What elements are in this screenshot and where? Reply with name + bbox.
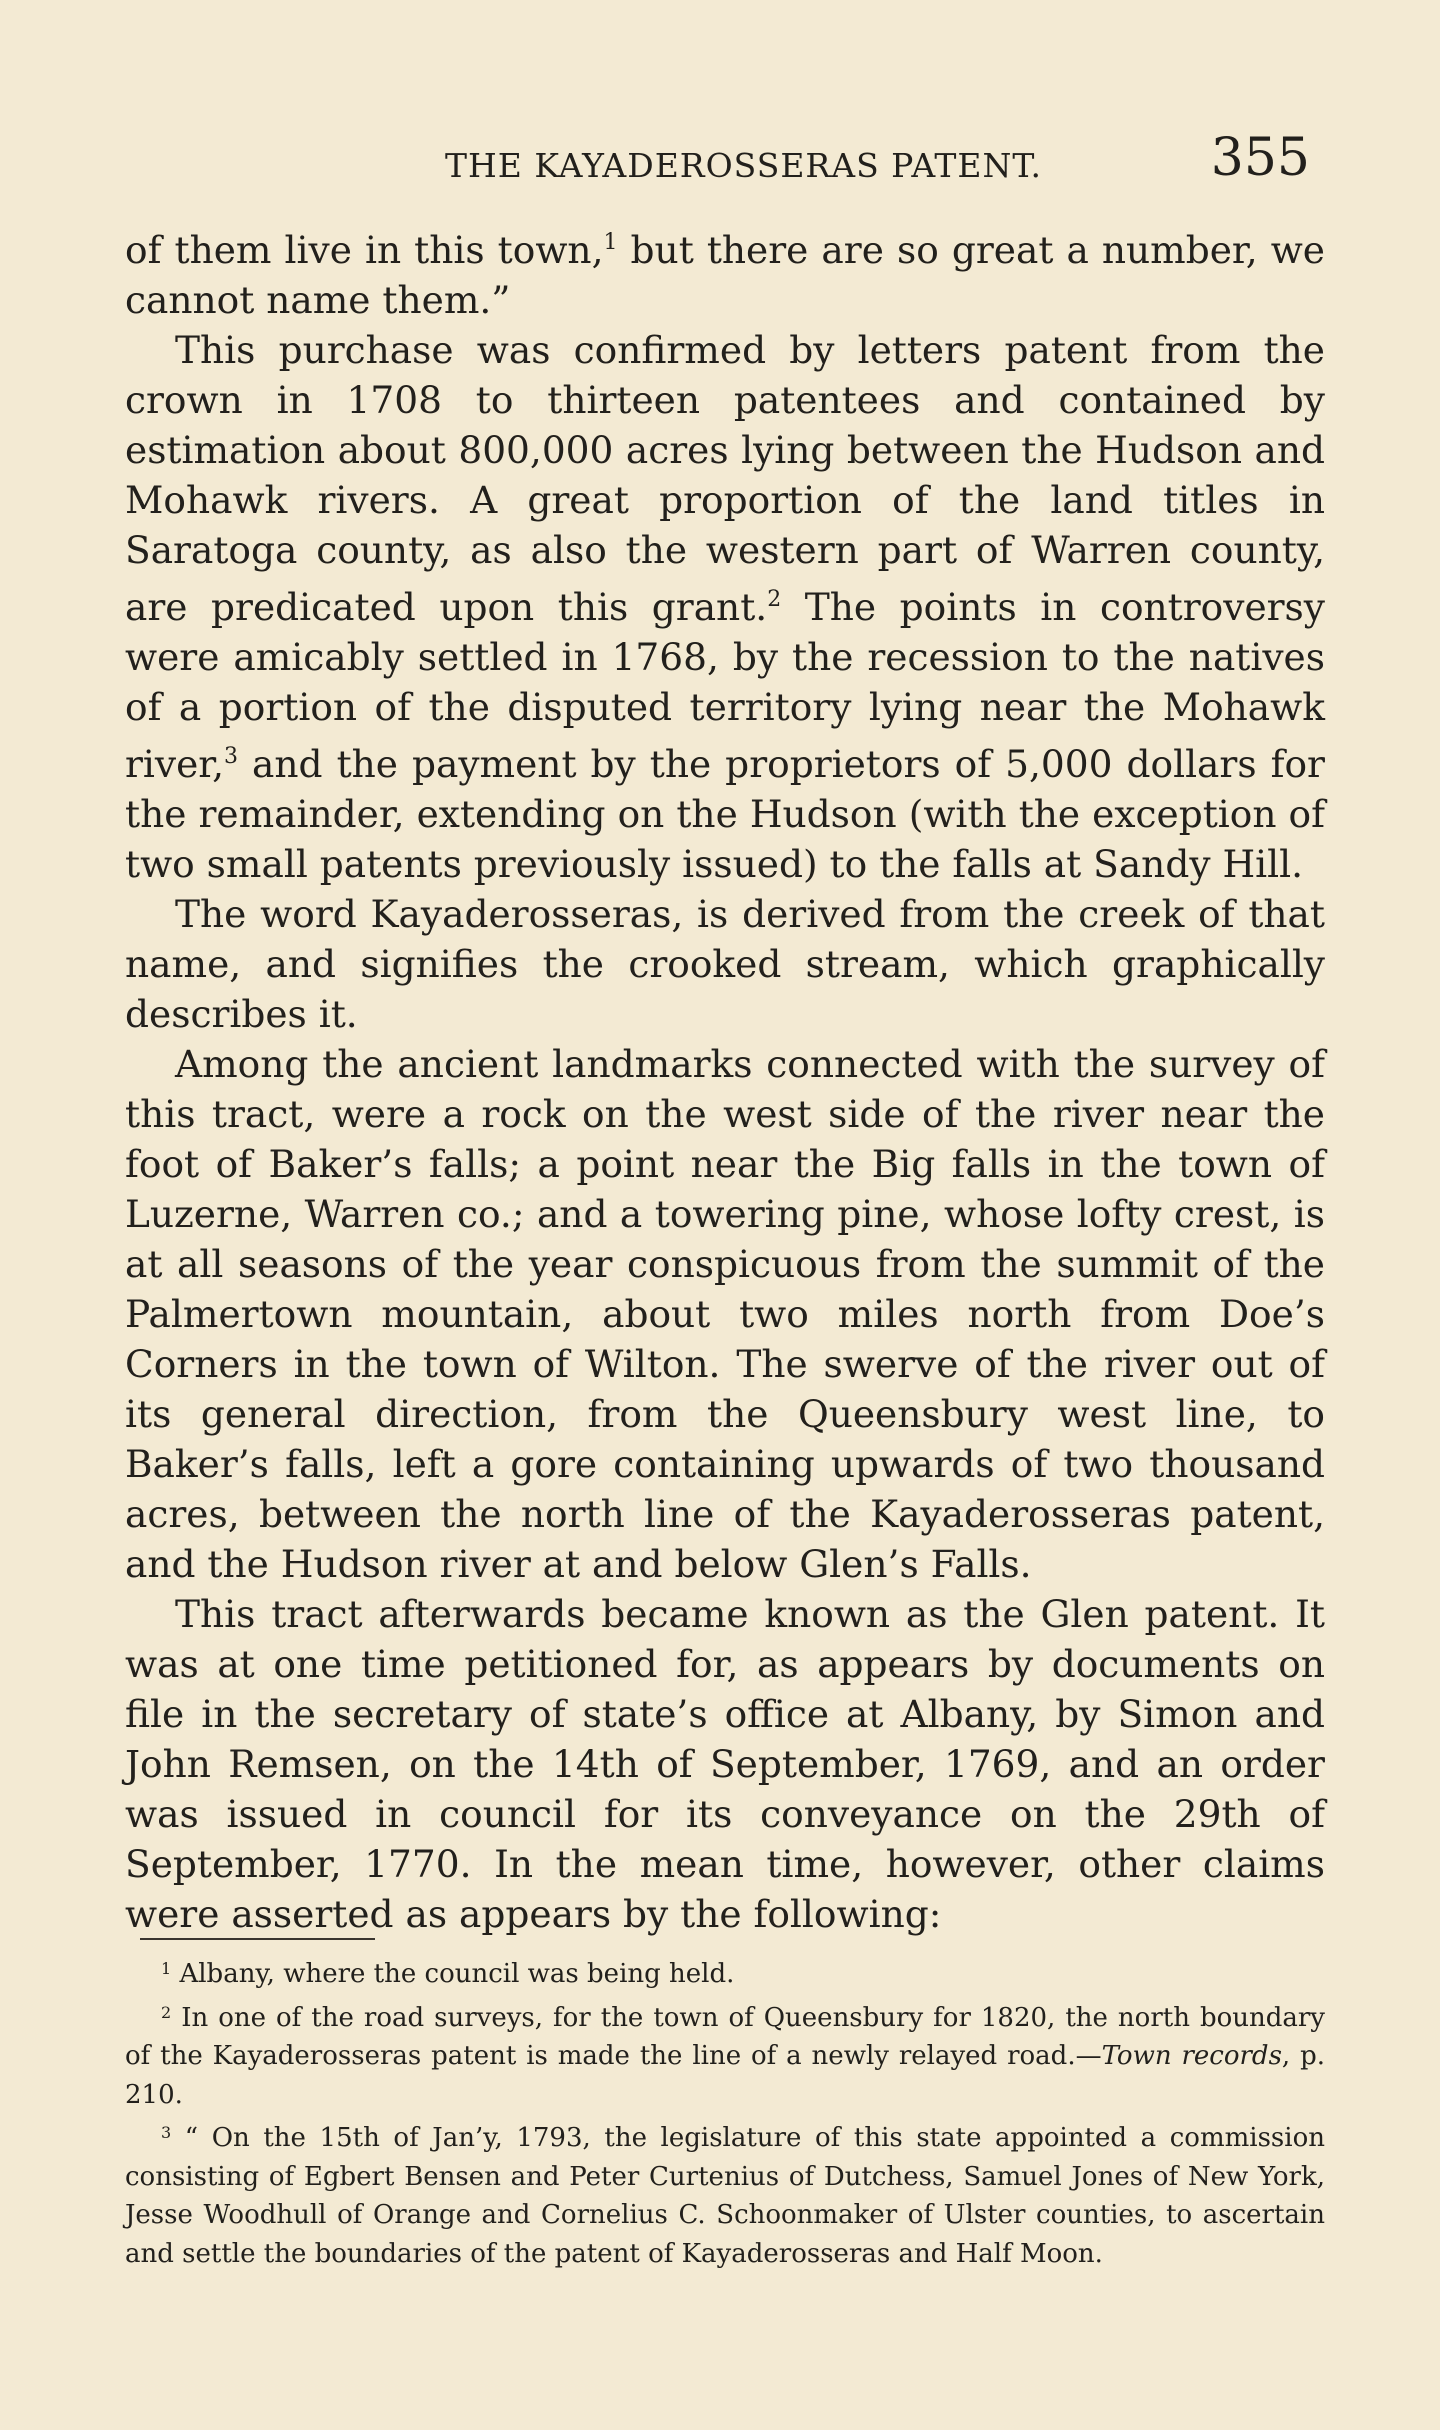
paragraph-4: Among the ancient landmarks connected with the survey of this tract, were a rock on the west side of the river near the foot of Baker’s falls; a point near the Big falls in the town of Luzerne, Warren co.; and a towering pine, whose lofty crest, is at all seasons of the year conspicuous from the summit of the Palmertown mountain, about two miles north from Doe’s Corners in the town of Wilton. The swerve of the river out of its general direction, from the Queensbury west line, to Baker’s falls, left a gore containing upwards of two thousand acres, between the north line of the Kayaderosseras patent, and the Hudson river at and below Glen’s Falls. (125, 1042, 1325, 1586)
paragraph-2: This purchase was confirmed by letters patent from the crown in 1708 to thirteen patentees and contained by estimation about 800,000 acres lying between the Hudson and Mohawk rivers. A great proportion of the land titles in Saratoga county, as also the western part of Warren county, are predicated upon this grant.$^2$ The points in controversy were amicably settled in 1768, by the recession to the natives of a portion of the disputed territory lying near the Mohawk river,$^3$ and the payment by the proprietors of 5,000 dollars for the remainder, extending on the Hudson (with the exception of two small patents previously issued) to the falls at Sandy Hill. (125, 328, 1325, 886)
footnote-3: $^3$ “ On the 15th of Jan’y, 1793, the legislature of this state appointed a commission consisting of Egbert Bensen and Peter Curtenius of Dutchess, Samuel Jones of New York, Jesse Woodhull of Orange and Cornelius C. Schoonmaker of Ulster counties, to ascertain and settle the boundaries of the patent of Kayaderosseras and Half Moon. (125, 2123, 1325, 2269)
page-header (125, 128, 1310, 198)
paragraph-1: of them live in this town,$^1$ but there are so great a number, we cannot name them.” (125, 228, 1325, 322)
footnote-divider (140, 1938, 375, 1940)
body-text (125, 218, 1325, 1939)
paragraph-3: The word Kayaderosseras, is derived from the creek of that name, and signifies the crooked stream, which graphically describes it. (125, 892, 1325, 1036)
footnotes (125, 1950, 1325, 2273)
page-number: 355 (1210, 128, 1310, 188)
footnote-ref-3: 3 (224, 744, 239, 769)
paragraph-5: This tract afterwards became known as the Glen patent. It was at one time petitioned for, as appears by documents on file in the secretary of state’s office at Albany, by Simon and John Remsen, on the 14th of September, 1769, and an order was issued in council for its conveyance on the 29th of September, 1770. In the mean time, however, other claims were asserted as appears by the following: (125, 1592, 1325, 1936)
footnote-ref-2: 2 (767, 587, 782, 612)
footnote-2: $^2$ In one of the road surveys, for the town of Queensbury for 1820, the north boundary of the Kayaderosseras patent is made the line of a newly relayed road.—Town records, p. 210. (125, 2002, 1325, 2110)
citation: Town records (1101, 2041, 1282, 2071)
footnote-1: $^1$ Albany, where the council was being held. (161, 1959, 735, 1989)
footnote-ref-1: 1 (603, 230, 618, 255)
running-head: THE KAYADEROSSERAS PATENT. (445, 146, 1043, 185)
